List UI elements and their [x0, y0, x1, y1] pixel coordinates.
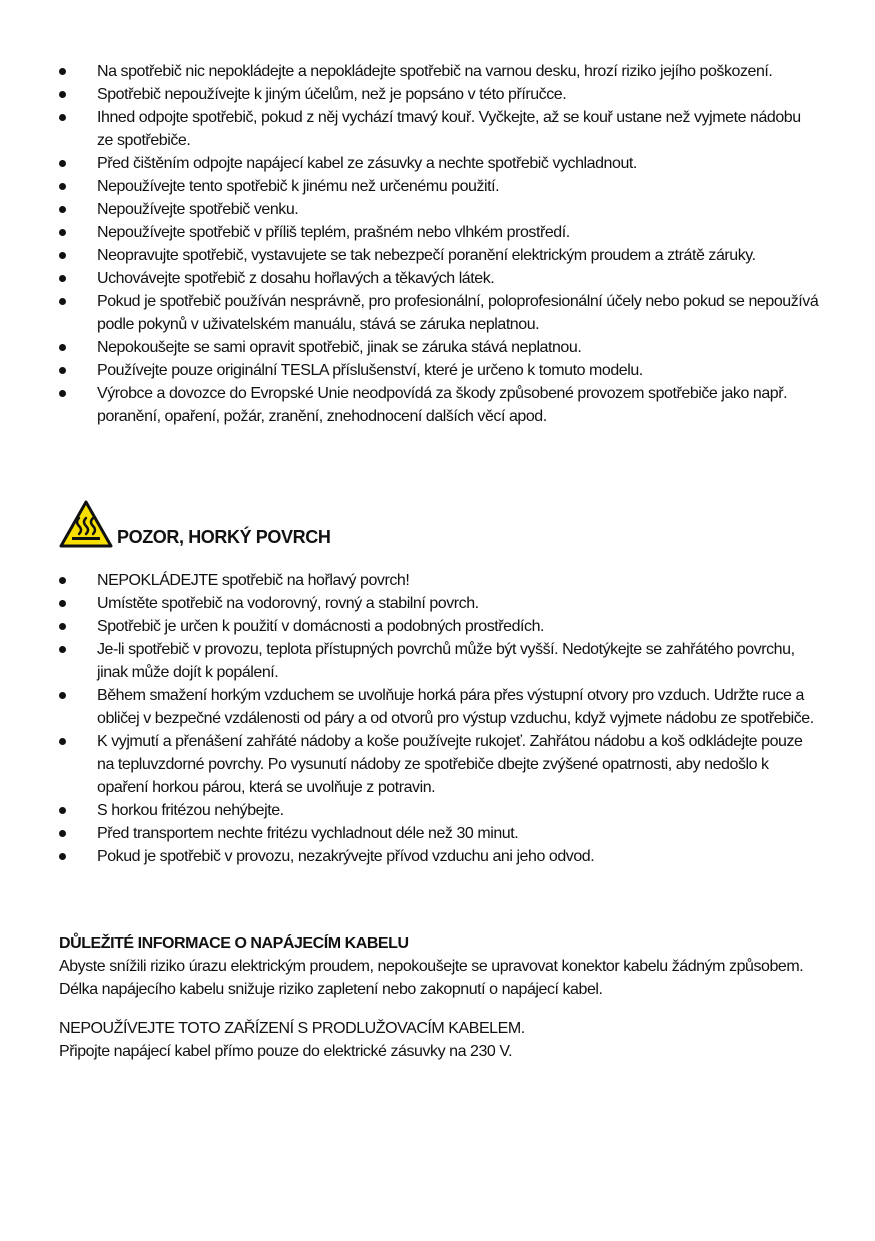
list-item: K vyjmutí a přenášení zahřáté nádoby a koše používejte rukojeť. Zahřátou nádobu a koš odkládejte pouze na tepluvzdorné povrchy. Po vysunutí nádoby ze spotřebiče dbejte zvýšené opatrnosti, aby nedošlo k opaření horkou párou, která se uvolňuje z potravin. [0, 730, 819, 799]
extension-cable-section [59, 1017, 829, 1063]
list-item: Na spotřebič nic nepokládejte a nepokládejte spotřebič na varnou desku, hrozí riziko jejího poškození. [0, 60, 819, 83]
list-item: Spotřebič nepoužívejte k jiným účelům, než je popsáno v této příručce. [0, 83, 819, 106]
list-item: Během smažení horkým vzduchem se uvolňuje horká pára přes výstupní otvory pro vzduch. Udržte ruce a obličej v bezpečné vzdálenosti od páry a od otvorů pro výstup vzduchu, když vyjmete nádobu ze spotřebiče. [0, 684, 819, 730]
list-item: Nepokoušejte se sami opravit spotřebič, jinak se záruka stává neplatnou. [0, 336, 819, 359]
list-item: NEPOKLÁDEJTE spotřebič na hořlavý povrch! [0, 569, 819, 592]
hot-surface-list [0, 569, 819, 868]
power-cable-heading: DŮLEŽITÉ INFORMACE O NAPÁJECÍM KABELU [59, 935, 409, 952]
extension-text: Připojte napájecí kabel přímo pouze do elektrické zásuvky na 230 V. [59, 1043, 513, 1060]
list-item: Spotřebič je určen k použití v domácnosti a podobných prostředích. [0, 615, 819, 638]
list-item: S horkou fritézou nehýbejte. [0, 799, 819, 822]
list-item: Umístěte spotřebič na vodorovný, rovný a stabilní povrch. [0, 592, 819, 615]
safety-instructions-list [0, 60, 819, 428]
extension-warning: NEPOUŽÍVEJTE TOTO ZAŘÍZENÍ S PRODLUŽOVACÍM KABELEM. [59, 1020, 525, 1037]
list-item: Nepoužívejte spotřebič venku. [0, 198, 819, 221]
list-item: Ihned odpojte spotřebič, pokud z něj vychází tmavý kouř. Vyčkejte, až se kouř ustane než vyjmete nádobu ze spotřebiče. [0, 106, 819, 152]
list-item: Pokud je spotřebič používán nesprávně, pro profesionální, poloprofesionální účely nebo pokud se nepoužívá podle pokynů v uživatelském manuálu, stává se záruka neplatnou. [0, 290, 819, 336]
list-item: Pokud je spotřebič v provozu, nezakrývejte přívod vzduchu ani jeho odvod. [0, 845, 819, 868]
list-item: Nepoužívejte spotřebič v příliš teplém, prašném nebo vlhkém prostředí. [0, 221, 819, 244]
hot-surface-warning-icon [59, 500, 113, 548]
list-item: Používejte pouze originální TESLA příslušenství, které je určeno k tomuto modelu. [0, 359, 819, 382]
list-item: Uchovávejte spotřebič z dosahu hořlavých a těkavých látek. [0, 267, 819, 290]
list-item: Před transportem nechte fritézu vychladnout déle než 30 minut. [0, 822, 819, 845]
list-item: Nepoužívejte tento spotřebič k jinému než určenému použití. [0, 175, 819, 198]
hot-surface-title: POZOR, HORKÝ POVRCH [117, 527, 331, 547]
list-item: Neopravujte spotřebič, vystavujete se tak nebezpečí poranění elektrickým proudem a ztrátě záruky. [0, 244, 819, 267]
hot-surface-heading [59, 500, 330, 548]
list-item: Před čištěním odpojte napájecí kabel ze zásuvky a nechte spotřebič vychladnout. [0, 152, 819, 175]
list-item: Je-li spotřebič v provozu, teplota přístupných povrchů může být vyšší. Nedotýkejte se zahřátého povrchu, jinak může dojít k popálení. [0, 638, 819, 684]
power-cable-text: Abyste snížili riziko úrazu elektrickým proudem, nepokoušejte se upravovat konektor kabelu žádným způsobem. Délka napájecího kabelu snižuje riziko zapletení nebo zakopnutí o napájecí kabel. [59, 958, 804, 998]
list-item: Výrobce a dovozce do Evropské Unie neodpovídá za škody způsobené provozem spotřebiče jako např. poranění, opaření, požár, zranění, znehodnocení dalších věcí apod. [0, 382, 819, 428]
power-cable-section [59, 932, 829, 1001]
